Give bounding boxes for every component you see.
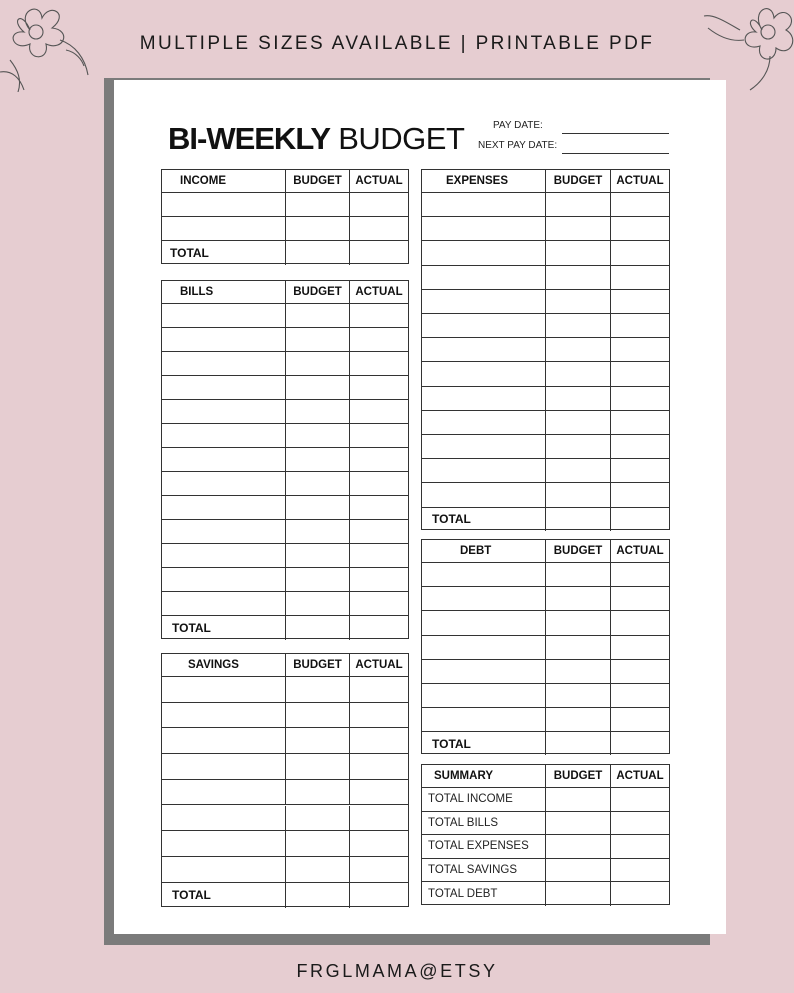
expenses-row-actual-cell[interactable]	[610, 241, 669, 264]
income-row-budget-cell[interactable]	[285, 217, 349, 240]
expenses-row-actual-cell[interactable]	[610, 314, 669, 337]
savings-total-row-actual-cell[interactable]	[349, 883, 408, 908]
savings-row-item-cell[interactable]	[162, 677, 285, 702]
bills-row-budget-cell[interactable]	[285, 592, 349, 615]
summary-row-item-cell: TOTAL BILLS	[428, 816, 499, 829]
income-table	[161, 169, 409, 264]
summary-row	[422, 788, 669, 812]
savings-row-budget-cell[interactable]	[285, 703, 349, 728]
savings-row-actual-cell[interactable]	[349, 806, 408, 831]
bills-row-budget-cell[interactable]	[285, 568, 349, 591]
summary-actual-header: ACTUAL	[610, 765, 669, 787]
expenses-row-actual-cell[interactable]	[610, 217, 669, 240]
bills-row-actual-cell[interactable]	[349, 568, 408, 591]
summary-row-actual-cell[interactable]	[610, 812, 669, 835]
expenses-row-item-cell[interactable]	[422, 290, 545, 313]
expenses-row-actual-cell[interactable]	[610, 483, 669, 506]
debt-total-row-budget-cell[interactable]	[545, 732, 610, 755]
bills-total-row-actual-cell[interactable]	[349, 616, 408, 640]
bills-header-row	[162, 281, 408, 304]
expenses-row-budget-cell[interactable]	[545, 338, 610, 361]
expenses-row-budget-cell[interactable]	[545, 217, 610, 240]
bills-row	[162, 328, 408, 352]
bills-row-actual-cell[interactable]	[349, 496, 408, 519]
bills-row-budget-cell[interactable]	[285, 448, 349, 471]
debt-row	[422, 611, 669, 635]
bills-row-item-cell[interactable]	[162, 304, 285, 327]
expenses-row-item-cell[interactable]	[422, 362, 545, 385]
bills-total-row-budget-cell[interactable]	[285, 616, 349, 640]
savings-row-item-cell[interactable]	[162, 703, 285, 728]
income-row-budget-cell[interactable]	[285, 193, 349, 216]
summary-row-actual-cell[interactable]	[610, 835, 669, 858]
bills-row-item-cell[interactable]	[162, 424, 285, 447]
summary-row-item-cell: TOTAL SAVINGS	[428, 864, 518, 877]
savings-row-item-cell[interactable]	[162, 857, 285, 882]
expenses-row-budget-cell[interactable]	[545, 266, 610, 289]
debt-row-item-cell[interactable]	[422, 636, 545, 659]
summary-row-budget-cell[interactable]	[545, 812, 610, 835]
savings-row-actual-cell[interactable]	[349, 677, 408, 702]
income-row-item-cell[interactable]	[162, 193, 285, 216]
savings-actual-header: ACTUAL	[349, 654, 408, 676]
expenses-row-budget-cell[interactable]	[545, 387, 610, 410]
bills-row-budget-cell[interactable]	[285, 544, 349, 567]
debt-row-actual-cell[interactable]	[610, 708, 669, 731]
summary-row-item-cell: TOTAL DEBT	[428, 888, 498, 901]
expenses-row-actual-cell[interactable]	[610, 338, 669, 361]
savings-row-budget-cell[interactable]	[285, 831, 349, 856]
bills-title: BILLS	[180, 286, 214, 298]
expenses-row-item-cell[interactable]	[422, 217, 545, 240]
bills-row-budget-cell[interactable]	[285, 328, 349, 351]
expenses-row-item-cell[interactable]	[422, 241, 545, 264]
bills-row-item-cell[interactable]	[162, 496, 285, 519]
bills-row-item-cell[interactable]	[162, 376, 285, 399]
bills-row-item-cell[interactable]	[162, 544, 285, 567]
bills-row-actual-cell[interactable]	[349, 376, 408, 399]
bills-row-budget-cell[interactable]	[285, 496, 349, 519]
summary-row-budget-cell[interactable]	[545, 788, 610, 811]
expenses-budget-header: BUDGET	[545, 170, 610, 192]
debt-row-budget-cell[interactable]	[545, 611, 610, 634]
bills-row-actual-cell[interactable]	[349, 304, 408, 327]
expenses-row	[422, 362, 669, 386]
bills-row-budget-cell[interactable]	[285, 400, 349, 423]
bills-row	[162, 400, 408, 424]
debt-row-actual-cell[interactable]	[610, 611, 669, 634]
income-row	[162, 193, 408, 217]
debt-title: DEBT	[460, 545, 492, 557]
expenses-total-row-item-cell: TOTAL	[432, 512, 471, 527]
expenses-row-budget-cell[interactable]	[545, 459, 610, 482]
expenses-row-budget-cell[interactable]	[545, 290, 610, 313]
bills-row-actual-cell[interactable]	[349, 400, 408, 423]
savings-row-item-cell[interactable]	[162, 806, 285, 831]
bills-row-item-cell[interactable]	[162, 520, 285, 543]
bills-row-item-cell[interactable]	[162, 328, 285, 351]
expenses-row-actual-cell[interactable]	[610, 435, 669, 458]
debt-row-item-cell[interactable]	[422, 708, 545, 731]
bills-row	[162, 520, 408, 544]
expenses-row-actual-cell[interactable]	[610, 266, 669, 289]
summary-row	[422, 882, 669, 906]
next-pay-date-field[interactable]	[562, 140, 669, 154]
income-total-row-item-cell: TOTAL	[170, 246, 209, 260]
bills-row-actual-cell[interactable]	[349, 544, 408, 567]
income-row-item-cell[interactable]	[162, 217, 285, 240]
debt-row-budget-cell[interactable]	[545, 563, 610, 586]
savings-row	[162, 806, 408, 832]
summary-table	[421, 764, 670, 905]
savings-row-budget-cell[interactable]	[285, 754, 349, 779]
debt-row-actual-cell[interactable]	[610, 587, 669, 610]
debt-row-actual-cell[interactable]	[610, 563, 669, 586]
debt-row-item-cell[interactable]	[422, 611, 545, 634]
savings-row-item-cell[interactable]	[162, 831, 285, 856]
savings-total-row	[162, 883, 408, 908]
expenses-row-budget-cell[interactable]	[545, 241, 610, 264]
bills-total-row	[162, 616, 408, 640]
expenses-row	[422, 459, 669, 483]
bills-row-actual-cell[interactable]	[349, 472, 408, 495]
debt-table	[421, 539, 670, 754]
income-title: INCOME	[180, 175, 226, 187]
debt-row	[422, 587, 669, 611]
income-header-row	[162, 170, 408, 193]
expenses-total-row-actual-cell[interactable]	[610, 508, 669, 531]
summary-budget-header: BUDGET	[545, 765, 610, 787]
summary-title: SUMMARY	[434, 770, 493, 782]
expenses-row-actual-cell[interactable]	[610, 387, 669, 410]
savings-row	[162, 857, 408, 883]
debt-actual-header: ACTUAL	[610, 540, 669, 562]
savings-row-budget-cell[interactable]	[285, 857, 349, 882]
savings-row-actual-cell[interactable]	[349, 728, 408, 753]
debt-row	[422, 660, 669, 684]
expenses-row-item-cell[interactable]	[422, 314, 545, 337]
bottom-banner: FRGLMAMA@ETSY	[296, 961, 498, 981]
savings-budget-header: BUDGET	[285, 654, 349, 676]
expenses-row	[422, 266, 669, 290]
bills-row-actual-cell[interactable]	[349, 328, 408, 351]
debt-row-budget-cell[interactable]	[545, 708, 610, 731]
summary-row-budget-cell[interactable]	[545, 835, 610, 858]
bills-row-budget-cell[interactable]	[285, 520, 349, 543]
bills-row	[162, 304, 408, 328]
bills-row-actual-cell[interactable]	[349, 424, 408, 447]
savings-row-item-cell[interactable]	[162, 728, 285, 753]
savings-row-budget-cell[interactable]	[285, 728, 349, 753]
debt-budget-header: BUDGET	[545, 540, 610, 562]
debt-row	[422, 684, 669, 708]
title-light: BUDGET	[338, 121, 465, 156]
debt-row-budget-cell[interactable]	[545, 684, 610, 707]
debt-row-budget-cell[interactable]	[545, 660, 610, 683]
expenses-row-actual-cell[interactable]	[610, 411, 669, 434]
bills-row	[162, 448, 408, 472]
expenses-header-row	[422, 170, 669, 193]
bills-row-actual-cell[interactable]	[349, 592, 408, 615]
expenses-total-row	[422, 508, 669, 531]
expenses-row	[422, 387, 669, 411]
expenses-row-item-cell[interactable]	[422, 193, 545, 216]
flower-top-right-icon	[700, 0, 794, 92]
pay-date-label: PAY DATE:	[493, 120, 543, 131]
income-total-row-actual-cell[interactable]	[349, 241, 408, 265]
expenses-total-row-budget-cell[interactable]	[545, 508, 610, 531]
savings-header-row	[162, 654, 408, 677]
expenses-row-actual-cell[interactable]	[610, 459, 669, 482]
debt-row-item-cell[interactable]	[422, 587, 545, 610]
expenses-row	[422, 411, 669, 435]
debt-row	[422, 636, 669, 660]
debt-row-item-cell[interactable]	[422, 660, 545, 683]
expenses-row-item-cell[interactable]	[422, 338, 545, 361]
summary-row-actual-cell[interactable]	[610, 859, 669, 882]
bills-row	[162, 472, 408, 496]
expenses-title: EXPENSES	[446, 175, 508, 187]
bills-row-item-cell[interactable]	[162, 568, 285, 591]
expenses-row-item-cell[interactable]	[422, 435, 545, 458]
savings-row	[162, 780, 408, 806]
expenses-row	[422, 483, 669, 507]
top-banner: MULTIPLE SIZES AVAILABLE | PRINTABLE PDF	[139, 33, 655, 54]
bills-row	[162, 592, 408, 616]
expenses-row-item-cell[interactable]	[422, 483, 545, 506]
bills-row-item-cell[interactable]	[162, 352, 285, 375]
debt-row-budget-cell[interactable]	[545, 587, 610, 610]
income-total-row-budget-cell[interactable]	[285, 241, 349, 265]
bills-row-item-cell[interactable]	[162, 472, 285, 495]
bills-row	[162, 544, 408, 568]
debt-total-row	[422, 732, 669, 755]
expenses-row	[422, 217, 669, 241]
debt-row	[422, 563, 669, 587]
expenses-row-item-cell[interactable]	[422, 266, 545, 289]
summary-header-row	[422, 765, 669, 788]
bills-row-budget-cell[interactable]	[285, 376, 349, 399]
bills-actual-header: ACTUAL	[349, 281, 408, 303]
savings-row	[162, 754, 408, 780]
debt-row-item-cell[interactable]	[422, 684, 545, 707]
summary-row	[422, 812, 669, 836]
bills-row-budget-cell[interactable]	[285, 424, 349, 447]
debt-header-row	[422, 540, 669, 563]
expenses-row-actual-cell[interactable]	[610, 193, 669, 216]
debt-row-actual-cell[interactable]	[610, 660, 669, 683]
bills-row-item-cell[interactable]	[162, 400, 285, 423]
bills-row-actual-cell[interactable]	[349, 448, 408, 471]
expenses-row-item-cell[interactable]	[422, 459, 545, 482]
page-title	[168, 121, 464, 157]
bills-row-budget-cell[interactable]	[285, 472, 349, 495]
bills-row	[162, 352, 408, 376]
next-pay-date-label: NEXT PAY DATE:	[478, 140, 558, 151]
savings-row-budget-cell[interactable]	[285, 677, 349, 702]
income-budget-header: BUDGET	[285, 170, 349, 192]
income-row	[162, 217, 408, 241]
debt-row-actual-cell[interactable]	[610, 636, 669, 659]
savings-total-row-budget-cell[interactable]	[285, 883, 349, 908]
savings-row	[162, 703, 408, 729]
savings-row	[162, 831, 408, 857]
debt-row-budget-cell[interactable]	[545, 636, 610, 659]
savings-row	[162, 677, 408, 703]
title-bold: BI-WEEKLY	[168, 121, 331, 156]
savings-title: SAVINGS	[188, 659, 239, 671]
expenses-row	[422, 435, 669, 459]
debt-row-item-cell[interactable]	[422, 563, 545, 586]
savings-row-actual-cell[interactable]	[349, 780, 408, 805]
bills-budget-header: BUDGET	[285, 281, 349, 303]
expenses-row-actual-cell[interactable]	[610, 290, 669, 313]
income-total-row	[162, 241, 408, 265]
bills-row-budget-cell[interactable]	[285, 352, 349, 375]
summary-row	[422, 859, 669, 883]
savings-row	[162, 728, 408, 754]
flower-top-left-icon	[0, 0, 92, 92]
bills-row-budget-cell[interactable]	[285, 304, 349, 327]
expenses-row-budget-cell[interactable]	[545, 435, 610, 458]
savings-row-budget-cell[interactable]	[285, 806, 349, 831]
bills-row-actual-cell[interactable]	[349, 352, 408, 375]
bills-row	[162, 568, 408, 592]
savings-row-item-cell[interactable]	[162, 754, 285, 779]
bills-total-row-item-cell: TOTAL	[172, 621, 211, 635]
expenses-row-item-cell[interactable]	[422, 411, 545, 434]
bills-row-actual-cell[interactable]	[349, 520, 408, 543]
expenses-row	[422, 314, 669, 338]
expenses-row-budget-cell[interactable]	[545, 411, 610, 434]
savings-table	[161, 653, 409, 907]
summary-row-item-cell: TOTAL INCOME	[428, 793, 513, 806]
income-actual-header: ACTUAL	[349, 170, 408, 192]
debt-row	[422, 708, 669, 732]
savings-total-row-item-cell: TOTAL	[172, 888, 211, 903]
expenses-row	[422, 193, 669, 217]
summary-row-budget-cell[interactable]	[545, 882, 610, 906]
savings-row-budget-cell[interactable]	[285, 780, 349, 805]
pay-date-field[interactable]	[562, 120, 669, 134]
expenses-row	[422, 241, 669, 265]
savings-row-item-cell[interactable]	[162, 780, 285, 805]
savings-row-actual-cell[interactable]	[349, 857, 408, 882]
summary-row-budget-cell[interactable]	[545, 859, 610, 882]
bills-row-item-cell[interactable]	[162, 592, 285, 615]
expenses-row-budget-cell[interactable]	[545, 362, 610, 385]
summary-row-actual-cell[interactable]	[610, 882, 669, 906]
expenses-row-item-cell[interactable]	[422, 387, 545, 410]
expenses-row-budget-cell[interactable]	[545, 193, 610, 216]
bills-row	[162, 496, 408, 520]
expenses-row	[422, 338, 669, 362]
savings-row-actual-cell[interactable]	[349, 831, 408, 856]
summary-row-item-cell: TOTAL EXPENSES	[428, 840, 529, 853]
debt-total-row-item-cell: TOTAL	[432, 736, 471, 751]
bills-table	[161, 280, 409, 639]
expenses-actual-header: ACTUAL	[610, 170, 669, 192]
summary-row	[422, 835, 669, 859]
bills-row-item-cell[interactable]	[162, 448, 285, 471]
debt-row-actual-cell[interactable]	[610, 684, 669, 707]
summary-row-actual-cell[interactable]	[610, 788, 669, 811]
debt-total-row-actual-cell[interactable]	[610, 732, 669, 755]
income-row-actual-cell[interactable]	[349, 193, 408, 216]
expenses-row-budget-cell[interactable]	[545, 314, 610, 337]
savings-row-actual-cell[interactable]	[349, 703, 408, 728]
expenses-row-budget-cell[interactable]	[545, 483, 610, 506]
bills-row	[162, 376, 408, 400]
expenses-row	[422, 290, 669, 314]
bills-row	[162, 424, 408, 448]
savings-row-actual-cell[interactable]	[349, 754, 408, 779]
expenses-row-actual-cell[interactable]	[610, 362, 669, 385]
income-row-actual-cell[interactable]	[349, 217, 408, 240]
expenses-table	[421, 169, 670, 530]
